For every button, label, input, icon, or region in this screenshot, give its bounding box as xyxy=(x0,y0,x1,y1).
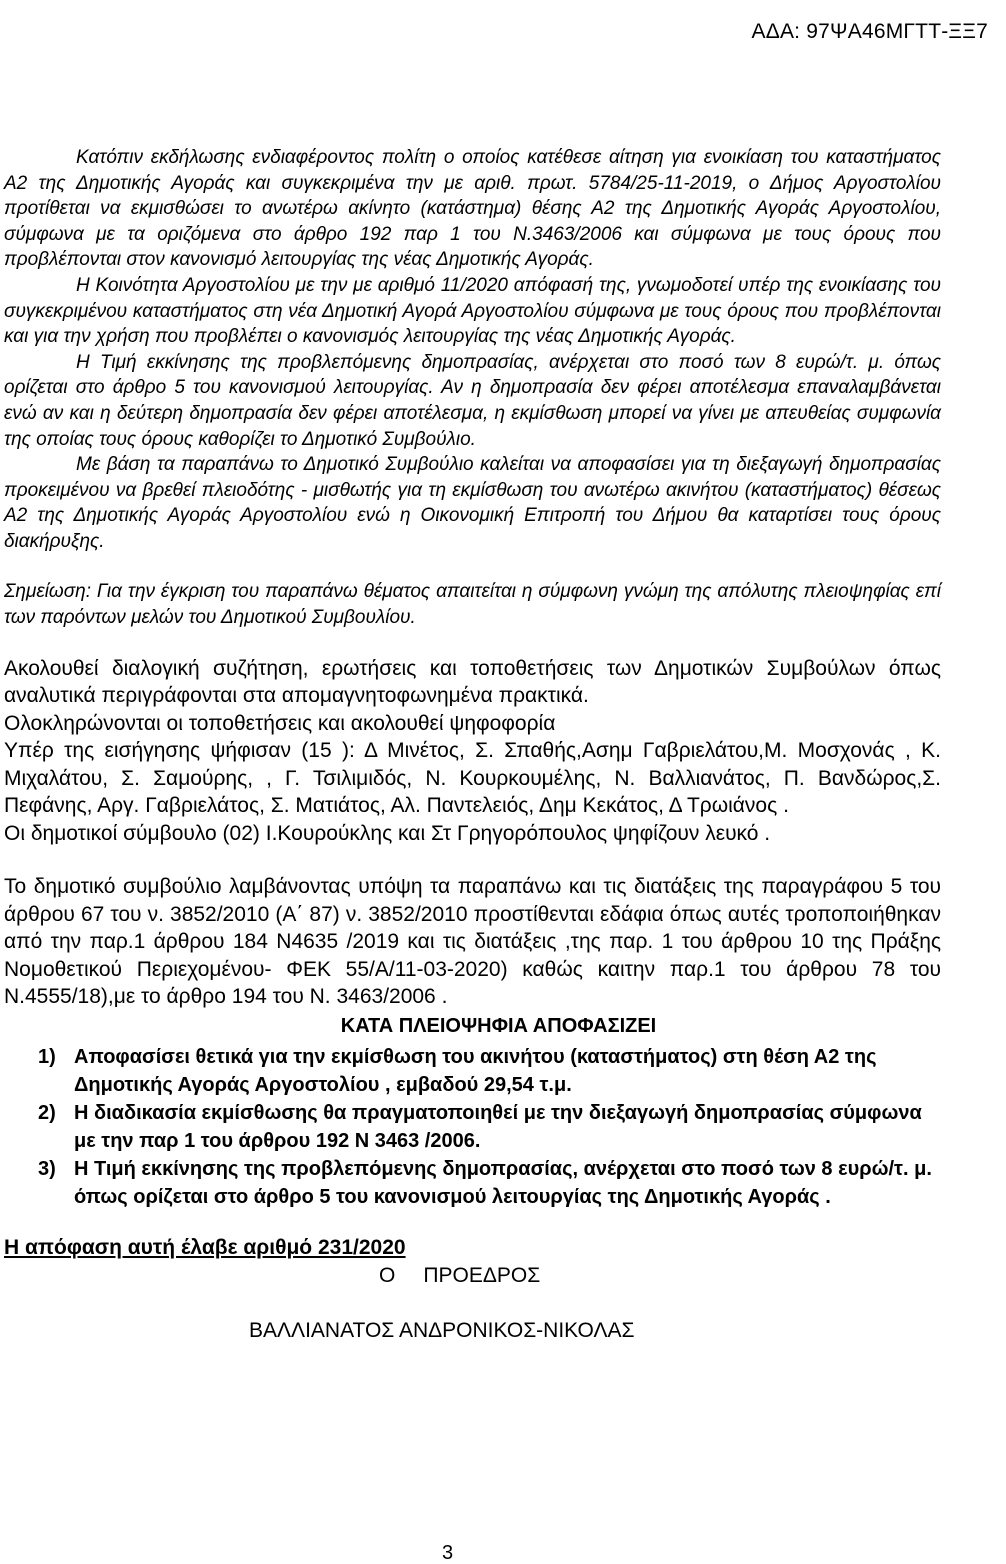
decision-heading: ΚΑΤΑ ΠΛΕΙΟΨΗΦΙΑ ΑΠΟΦΑΣΙΖΕΙ xyxy=(340,1014,657,1037)
decision-section xyxy=(4,873,941,1211)
decision-item-number: 1) xyxy=(38,1045,56,1068)
chair-line xyxy=(4,1262,941,1290)
intro-paragraph: Κατόπιν εκδήλωσης ενδιαφέροντος πολίτη ο οποίος κατέθεσε αίτηση για ενοικίαση του καταστήματος Α2 της Δημοτικής Αγοράς και συγκεκριμένα την με αριθ. πρωτ. 5784/25-11-2019, ο Δήμος Αργοστολίου προτίθεται να εκμισθώσει το ανωτέρω ακίνητο (κατάστημα) θέσης Α2 της Δημοτικής Αγοράς Αργοστολίου, σύμφωνα με τα οριζόμενα στο άρθρο 192 παρ 1 του Ν.3463/2006 και σύμφωνα με τους όρους που προβλέπονται στον κανονισμό λειτουργίας της νέας Δημοτικής Αγοράς. xyxy=(4,147,941,271)
decision-item-text: Η διαδικασία εκμίσθωσης θα πραγματοποιηθεί με την διεξαγωγή δημοπρασίας σύμφωνα με την παρ 1 του άρθρου 192 Ν 3463 /2006. xyxy=(74,1101,922,1152)
decision-item xyxy=(4,1099,941,1155)
decision-item-number: 3) xyxy=(38,1157,56,1180)
decision-list xyxy=(4,1043,941,1211)
decision-item-text: Η Τιμή εκκίνησης της προβλεπόμενης δημοπρασίας, ανέρχεται στο ποσό των 8 ευρώ/τ. μ. όπως ορίζεται στο άρθρο 5 του κανονισμού λειτουργίας της Δημοτικής Αγοράς . xyxy=(74,1157,932,1208)
signatory-name: ΒΑΛΛΙΑΝΑΤΟΣ ΑΝΔΡΟΝΙΚΟΣ-ΝΙΚΟΛΑΣ xyxy=(249,1318,635,1342)
discussion-section xyxy=(4,655,941,848)
votes-blank: Οι δημοτικοί σύμβουλο (02) Ι.Κουρούκλης και Στ Γρηγορόπουλος ψηφίζουν λευκό . xyxy=(4,821,771,845)
decision-item-text: Αποφασίσει θετικά για την εκμίσθωση του ακινήτου (καταστήματος) στη θέση Α2 της Δημοτικής Αγοράς Αργοστολίου , εμβαδού 29,54 τ.μ. xyxy=(74,1045,877,1096)
legal-basis: Το δημοτικό συμβούλιο λαμβάνοντας υπόψη τα παραπάνω και τις διατάξεις της παραγράφου 5 του άρθρου 67 του ν. 3852/2010 (Α΄ 87) ν. 3852/2010 προστίθενται εδάφια όπως αυτές τροποποιήθηκαν από την παρ.1 άρθρου 184 Ν4635 /2019 και τις διατάξεις ,της παρ. 1 του άρθρου 10 της Πράξης Νομοθετικού Περιεχομένου- ΦΕΚ 55/Α/11-03-2020) καθώς καιτην παρ.1 του άρθρου 78 του Ν.4555/18),με το άρθρο 194 του Ν. 3463/2006 . xyxy=(4,875,941,1008)
decision-item xyxy=(4,1043,941,1099)
intro-paragraph: Η Τιμή εκκίνησης της προβλεπόμενης δημοπρασίας, ανέρχεται στο ποσό των 8 ευρώ/τ. μ. όπως ορίζεται στο άρθρο 5 του κανονισμού λειτουργίας. Αν η δημοπρασία δεν φέρει αποτέλεσμα επαναλαμβάνεται ενώ αν και η δεύτερη δημοπρασία δεν φέρει αποτέλεσμα, η εκμίσθωση μπορεί να γίνει με απευθείας συμφωνία της οποίας τους όρους καθορίζει το Δημοτικό Συμβούλιο. xyxy=(4,351,941,450)
chair-article: Ο xyxy=(379,1263,396,1287)
note-paragraph: Σημείωση: Για την έγκριση του παραπάνω θέματος απαιτείται η σύμφωνη γνώμη της απόλυτης πλειοψηφίας επί των παρόντων μελών του Δημοτικού Συμβουλίου. xyxy=(4,580,941,628)
decision-item xyxy=(4,1155,941,1211)
decision-item-number: 2) xyxy=(38,1101,56,1124)
decision-number: Η απόφαση αυτή έλαβε αριθμό 231/2020 xyxy=(4,1235,406,1259)
document-body xyxy=(4,145,941,1345)
page-number: 3 xyxy=(442,1542,454,1564)
intro-paragraph: Η Κοινότητα Αργοστολίου με την με αριθμό 11/2020 απόφασή της, γνωμοδοτεί υπέρ της ενοικίασης του συγκεκριμένου καταστήματος στη νέα Δημοτική Αγορά Αργοστολίου σύμφωνα με τους όρους που προβλέπονται και για την χρήση που προβλέπει ο κανονισμός λειτουργίας της νέας Δημοτικής Αγοράς. xyxy=(4,274,941,348)
intro-section xyxy=(4,145,941,555)
intro-paragraph: Με βάση τα παραπάνω το Δημοτικό Συμβούλιο καλείται να αποφασίσει για τη διεξαγωγή δημοπρασίας προκειμένου να βρεθεί πλειοδότης - μισθωτής για τη εκμίσθωση του ανωτέρω ακινήτου (καταστήματος) θέσεως Α2 της Δημοτικής Αγοράς Αργοστολίου ενώ η Οικονομική Επιτροπή του Δήμου θα καταρτίσει τους όρους διακήρυξης. xyxy=(4,454,941,552)
voting-intro: Ολοκληρώνονται οι τοποθετήσεις και ακολουθεί ψηφοφορία xyxy=(4,711,556,735)
votes-for: Υπέρ της εισήγησης ψήφισαν (15 ): Δ Μινέτος, Σ. Σπαθής,Ασημ Γαβριελάτου,Μ. Μοσχονάς , Κ. Μιχαλάτου, Σ. Σαμούρης, , Γ. Τσιλιμιδός, Ν. Κουρκουμέλης, Ν. Βαλλιανάτος, Π. Βανδώρος,Σ. Πεφάνης, Αργ. Γαβριελάτος, Σ. Ματιάτος, Αλ. Παντελειός, Δημ Κεκάτος, Δ Τρωιάνος . xyxy=(4,739,941,817)
discussion-paragraph: Ακολουθεί διαλογική συζήτηση, ερωτήσεις και τοποθετήσεις των Δημοτικών Συμβούλων όπως αναλυτικά περιγράφονται στα απομαγνητοφωνημένα πρακτικά. xyxy=(4,656,941,707)
chair-title: ΠΡΟΕΔΡΟΣ xyxy=(423,1263,541,1287)
ada-code: ΑΔΑ: 97ΨΑ46ΜΓΤΤ-ΞΞ7 xyxy=(751,20,988,43)
